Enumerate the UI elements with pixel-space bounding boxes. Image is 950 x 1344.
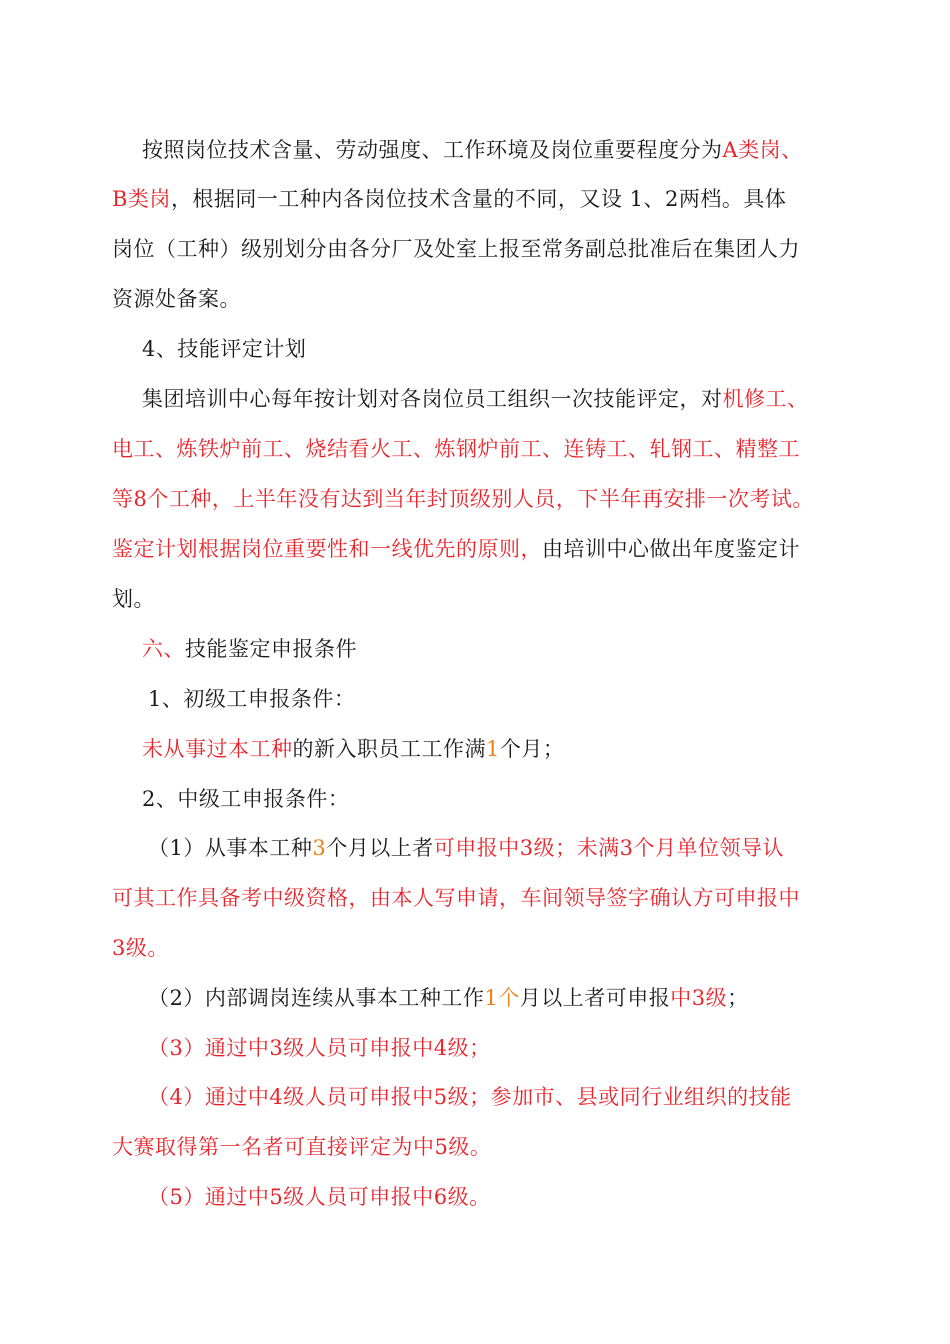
condition-item xyxy=(0,1082,950,1112)
condition-item xyxy=(0,1182,950,1212)
highlighted-text-segment: 鉴定计划根据岗位重要性和一线优先的原则， xyxy=(112,537,542,561)
text-segment: 个月； xyxy=(499,737,565,761)
section-heading xyxy=(0,334,950,364)
highlighted-text-segment: B类岗 xyxy=(112,187,171,211)
paragraph-line xyxy=(0,484,950,514)
paragraph-line xyxy=(0,284,950,314)
condition-item xyxy=(0,833,950,863)
text-segment: 集团培训中心每年按计划对各岗位员工组织一次技能评定，对 xyxy=(142,387,723,411)
paragraph-line xyxy=(0,534,950,564)
condition-item xyxy=(0,983,950,1013)
text-segment: 划。 xyxy=(112,587,155,611)
paragraph-line xyxy=(0,184,950,214)
highlighted-text-segment: （5）通过中5级人员可申报中6级。 xyxy=(148,1185,491,1209)
highlighted-text-segment: 电工、炼铁炉前工、烧结看火工、炼钢炉前工、连铸工、轧钢工、精整工 xyxy=(112,437,800,461)
condition-item xyxy=(0,1033,950,1063)
paragraph-line xyxy=(0,384,950,414)
text-segment: 技能鉴定申报条件 xyxy=(185,637,357,661)
text-segment: 资源处备案。 xyxy=(112,287,241,311)
paragraph-line xyxy=(0,434,950,464)
paragraph-line xyxy=(0,933,950,963)
text-segment: 由培训中心做出年度鉴定计 xyxy=(542,537,800,561)
text-segment: 个月以上者 xyxy=(326,836,434,860)
text-segment: ； xyxy=(727,986,749,1010)
paragraph-line xyxy=(0,1132,950,1162)
highlighted-text-segment: 六、 xyxy=(142,637,185,661)
highlighted-text-segment: （3）通过中3级人员可申报中4级； xyxy=(148,1036,491,1060)
subsection-heading xyxy=(0,684,950,714)
highlighted-text-segment: 中3级 xyxy=(670,986,728,1010)
highlighted-text-segment: 1个 xyxy=(484,986,520,1010)
highlighted-text-segment: 可申报中3级；未满3个月单位领导认 xyxy=(433,836,784,860)
highlighted-text-segment: 等8个工种，上半年没有达到当年封顶级别人员，下半年再安排一次考试。 xyxy=(112,487,814,511)
text-segment: （1）从事本工种 xyxy=(148,836,313,860)
paragraph-line xyxy=(0,234,950,264)
text-segment: 岗位（工种）级别划分由各分厂及处室上报至常务副总批准后在集团人力 xyxy=(112,237,800,261)
highlighted-text-segment: 可其工作具备考中级资格，由本人写申请，车间领导签字确认方可申报中 xyxy=(112,886,800,910)
text-segment: 4、技能评定计划 xyxy=(142,337,307,361)
highlighted-text-segment: 3 xyxy=(312,836,327,860)
subsection-heading xyxy=(0,784,950,814)
highlighted-text-segment: A类岗、 xyxy=(722,138,803,162)
paragraph-line xyxy=(0,135,950,165)
text-segment: ，根据同一工种内各岗位技术含量的不同，又设 1、2两档。具体 xyxy=(170,187,787,211)
highlighted-text-segment: 3级。 xyxy=(112,936,169,960)
paragraph-line xyxy=(0,883,950,913)
highlighted-text-segment: 大赛取得第一名者可直接评定为中5级。 xyxy=(112,1135,492,1159)
section-heading xyxy=(0,634,950,664)
paragraph-line xyxy=(0,734,950,764)
highlighted-text-segment: （4）通过中4级人员可申报中5级；参加市、县或同行业组织的技能 xyxy=(148,1085,792,1109)
text-segment: （2）内部调岗连续从事本工种工作 xyxy=(148,986,485,1010)
text-segment: 2、中级工申报条件： xyxy=(142,787,350,811)
highlighted-text-segment: 1 xyxy=(486,737,500,761)
text-segment: 按照岗位技术含量、劳动强度、工作环境及岗位重要程度分为 xyxy=(142,138,723,162)
paragraph-line xyxy=(0,584,950,614)
text-segment: 月以上者可申报 xyxy=(519,986,671,1010)
highlighted-text-segment: 机修工、 xyxy=(722,387,809,411)
text-segment: 的新入职员工工作满 xyxy=(292,737,486,761)
text-segment: 1、初级工申报条件： xyxy=(148,687,356,711)
highlighted-text-segment: 未从事过本工种 xyxy=(142,737,293,761)
